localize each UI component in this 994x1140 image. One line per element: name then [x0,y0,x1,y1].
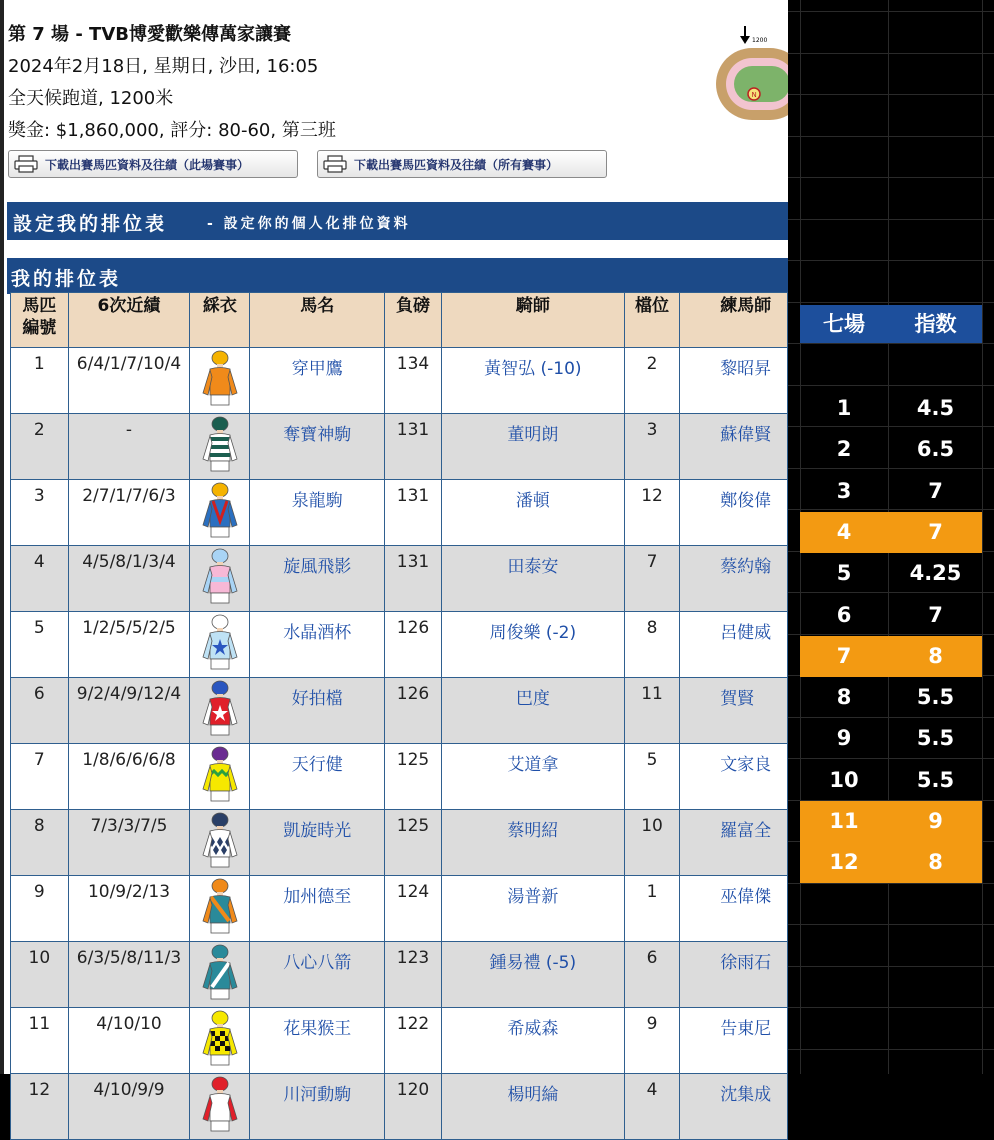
cell-no: 5 [11,612,69,678]
cell-form: 6/4/1/7/10/4 [68,348,190,414]
cell-form: 4/10/9/9 [68,1074,190,1140]
grid-line [788,260,994,261]
cell-silk [190,414,250,480]
index-horse-no: 6 [836,602,852,627]
jockey-silk-icon [197,415,243,473]
cell-horse-name[interactable]: 天行健 [250,744,385,810]
grid-line [788,53,994,54]
cell-no: 2 [11,414,69,480]
col-header-name[interactable]: 馬名 [250,293,385,348]
download-all-button[interactable] [317,150,607,178]
cell-trainer[interactable]: 賀賢 [680,678,788,744]
grid-line [788,94,994,95]
index-value: 5.5 [916,685,955,710]
cell-jockey[interactable]: 鍾易禮 (-5) [441,942,624,1008]
index-header-race: 七場 [823,312,865,336]
jockey-silk-icon [197,1075,243,1133]
index-value: 4.25 [909,561,962,586]
index-value: 8 [928,850,943,875]
table-row [11,348,788,414]
grid-line [788,966,994,967]
cell-horse-name[interactable]: 水晶酒杯 [250,612,385,678]
cell-draw: 6 [624,942,679,1008]
cell-silk [190,1008,250,1074]
index-row[interactable] [800,636,982,677]
cell-form: 6/3/5/8/11/3 [68,942,190,1008]
svg-text:N: N [751,91,757,99]
cell-jockey[interactable]: 周俊樂 (-2) [441,612,624,678]
col-header-jockey[interactable]: 騎師 [441,293,624,348]
col-header-silk: 綵衣 [190,293,250,348]
index-row[interactable] [800,553,982,594]
cell-trainer[interactable]: 文家良 [680,744,788,810]
index-header-index: 指数 [914,312,957,336]
jockey-silk-icon [197,745,243,803]
index-horse-no: 12 [829,850,859,875]
cell-draw: 9 [624,1008,679,1074]
cell-no: 9 [11,876,69,942]
cell-form: 1/2/5/5/2/5 [68,612,190,678]
cell-weight: 126 [385,678,442,744]
cell-no: 10 [11,942,69,1008]
grid-line [788,11,994,12]
cell-horse-name[interactable]: 好拍檔 [250,678,385,744]
index-value: 7 [928,478,943,503]
cell-draw: 7 [624,546,679,612]
my-card-title: 我的排位表 [11,268,122,290]
table-row [11,876,788,942]
index-row[interactable] [800,760,982,801]
cell-no: 7 [11,744,69,810]
cell-no: 8 [11,810,69,876]
table-row [11,678,788,744]
index-row[interactable] [800,471,982,512]
jockey-silk-icon [197,613,243,671]
table-row [11,480,788,546]
printer-icon [13,155,39,173]
grid-line [788,1049,994,1050]
cell-draw: 3 [624,414,679,480]
grid-line [982,0,983,1074]
cell-jockey[interactable]: 田泰安 [441,546,624,612]
col-header-weight[interactable]: 負磅 [385,293,442,348]
cell-silk [190,612,250,678]
jockey-silk-icon [197,349,243,407]
index-horse-no: 5 [836,561,852,586]
cell-horse-name[interactable]: 八心八箭 [250,942,385,1008]
cell-horse-name[interactable]: 川河動駒 [250,1074,385,1140]
cell-weight: 131 [385,546,442,612]
cell-no: 1 [11,348,69,414]
table-row [11,942,788,1008]
cell-no: 4 [11,546,69,612]
cell-weight: 124 [385,876,442,942]
index-value: 9 [928,809,943,833]
index-value: 7 [928,602,943,627]
download-race-button[interactable] [8,150,298,178]
cell-draw: 4 [624,1074,679,1140]
cell-draw: 10 [624,810,679,876]
cell-jockey[interactable]: 董明朗 [441,414,624,480]
index-row[interactable] [800,429,982,470]
cell-silk [190,942,250,1008]
race-title: 第 7 場 - TVB博愛歡樂傳萬家讓賽 [8,24,291,45]
jockey-silk-icon [197,547,243,605]
cell-horse-name[interactable]: 奪寶神駒 [250,414,385,480]
index-row[interactable] [800,677,982,718]
jockey-silk-icon [197,943,243,1001]
index-header-row [800,305,982,343]
cell-silk [190,348,250,414]
cell-jockey[interactable]: 湯普新 [441,876,624,942]
cell-form: 2/7/1/7/6/3 [68,480,190,546]
cell-trainer[interactable]: 呂健威 [680,612,788,678]
cell-draw: 8 [624,612,679,678]
cell-trainer[interactable]: 告東尼 [680,1008,788,1074]
index-horse-no: 7 [836,643,852,668]
cell-draw: 11 [624,678,679,744]
race-date-venue: 2024年2月18日, 星期日, 沙田, 16:05 [8,56,319,77]
col-header-no[interactable]: 馬匹編號 [11,293,69,348]
track-map-icon[interactable] [712,22,788,122]
cell-form: 9/2/4/9/12/4 [68,678,190,744]
setup-my-card-bar[interactable] [7,202,788,240]
index-horse-no: 11 [829,809,859,833]
index-horse-no: 2 [836,437,852,462]
cell-trainer[interactable]: 徐雨石 [680,942,788,1008]
jockey-silk-icon [197,679,243,737]
cell-form: 1/8/6/6/6/8 [68,744,190,810]
cell-weight: 120 [385,1074,442,1140]
index-value: 5.5 [916,767,955,792]
cell-weight: 131 [385,414,442,480]
cell-horse-name[interactable]: 泉龍駒 [250,480,385,546]
table-header-row [11,293,788,348]
index-row[interactable] [800,718,982,759]
index-horse-no: 3 [836,478,852,503]
index-horse-no: 10 [829,767,859,792]
cell-draw: 5 [624,744,679,810]
cell-jockey[interactable]: 艾道拿 [441,744,624,810]
cell-draw: 2 [624,348,679,414]
cell-no: 11 [11,1008,69,1074]
grid-line [788,136,994,137]
cell-weight: 123 [385,942,442,1008]
download-all-label: 下載出賽馬匹資料及往績（所有賽事） [354,157,559,172]
race-prize: 獎金: $1,860,000, 評分: 80-60, 第三班 [8,120,336,141]
cell-horse-name[interactable]: 加州德至 [250,876,385,942]
window-edge [0,0,4,1074]
track-map-label: 1200 [752,37,768,44]
col-header-draw[interactable]: 檔位 [624,293,679,348]
table-row [11,744,788,810]
cell-silk [190,1074,250,1140]
index-value: 8 [928,643,943,668]
grid-line [788,177,994,178]
cell-jockey[interactable]: 潘頓 [441,480,624,546]
cell-weight: 126 [385,612,442,678]
index-panel [788,0,994,1074]
cell-silk [190,480,250,546]
race-track: 全天候跑道, 1200米 [8,88,174,109]
cell-trainer[interactable]: 鄭俊偉 [680,480,788,546]
runners-table [10,292,788,1140]
cell-jockey[interactable]: 蔡明紹 [441,810,624,876]
table-row [11,810,788,876]
cell-jockey[interactable]: 黃智弘 (-10) [441,348,624,414]
cell-weight: 122 [385,1008,442,1074]
cell-jockey[interactable]: 希威森 [441,1008,624,1074]
cell-trainer[interactable]: 羅富全 [680,810,788,876]
index-value: 7 [928,519,943,544]
cell-form: 7/3/3/7/5 [68,810,190,876]
grid-line [788,385,994,386]
index-row[interactable] [800,512,982,553]
index-value: 5.5 [916,726,955,751]
cell-form: - [68,414,190,480]
grid-line [788,219,994,220]
index-horse-no: 1 [836,396,852,420]
cell-silk [190,546,250,612]
table-row [11,1008,788,1074]
download-race-label: 下載出賽馬匹資料及往績（此場賽事） [45,157,250,172]
cell-form: 10/9/2/13 [68,876,190,942]
table-row [11,1074,788,1140]
cell-jockey[interactable]: 楊明綸 [441,1074,624,1140]
cell-jockey[interactable]: 巴度 [441,678,624,744]
cell-trainer[interactable]: 巫偉傑 [680,876,788,942]
table-row [11,546,788,612]
cell-form: 4/5/8/1/3/4 [68,546,190,612]
cell-horse-name[interactable]: 花果猴王 [250,1008,385,1074]
jockey-silk-icon [197,811,243,869]
cell-horse-name[interactable]: 旋風飛影 [250,546,385,612]
cell-weight: 125 [385,744,442,810]
cell-silk [190,678,250,744]
index-row[interactable] [800,388,982,429]
setup-bar-title: 設定我的排位表 [13,213,168,235]
cell-weight: 131 [385,480,442,546]
cell-silk [190,876,250,942]
grid-line [788,302,994,303]
cell-trainer[interactable]: 黎昭昇 [680,348,788,414]
cell-trainer[interactable]: 蘇偉賢 [680,414,788,480]
cell-draw: 12 [624,480,679,546]
jockey-silk-icon [197,877,243,935]
jockey-silk-icon [197,481,243,539]
index-row[interactable] [800,842,982,883]
cell-weight: 134 [385,348,442,414]
cell-silk [190,744,250,810]
cell-trainer[interactable]: 蔡約翰 [680,546,788,612]
index-value: 4.5 [916,396,955,420]
cell-horse-name[interactable]: 凱旋時光 [250,810,385,876]
printer-icon [322,155,348,173]
setup-bar-subtitle: - 設定你的個人化排位資料 [207,216,411,232]
cell-no: 12 [11,1074,69,1140]
cell-draw: 1 [624,876,679,942]
grid-line [788,1007,994,1008]
index-horse-no: 4 [836,519,852,544]
index-horse-no: 9 [836,726,852,751]
cell-form: 4/10/10 [68,1008,190,1074]
index-horse-no: 8 [836,685,852,710]
cell-weight: 125 [385,810,442,876]
col-header-form[interactable]: 6次近績 [68,293,190,348]
grid-line [788,924,994,925]
grid-line [788,343,994,344]
index-row[interactable] [800,801,982,842]
table-row [11,612,788,678]
cell-horse-name[interactable]: 穿甲鷹 [250,348,385,414]
index-value: 6.5 [916,437,955,462]
col-header-trainer[interactable]: 練馬師 [680,293,788,348]
index-row[interactable] [800,595,982,636]
jockey-silk-icon [197,1009,243,1067]
my-card-bar [7,258,788,294]
cell-silk [190,810,250,876]
cell-no: 3 [11,480,69,546]
cell-trainer[interactable]: 沈集成 [680,1074,788,1140]
cell-no: 6 [11,678,69,744]
table-row [11,414,788,480]
